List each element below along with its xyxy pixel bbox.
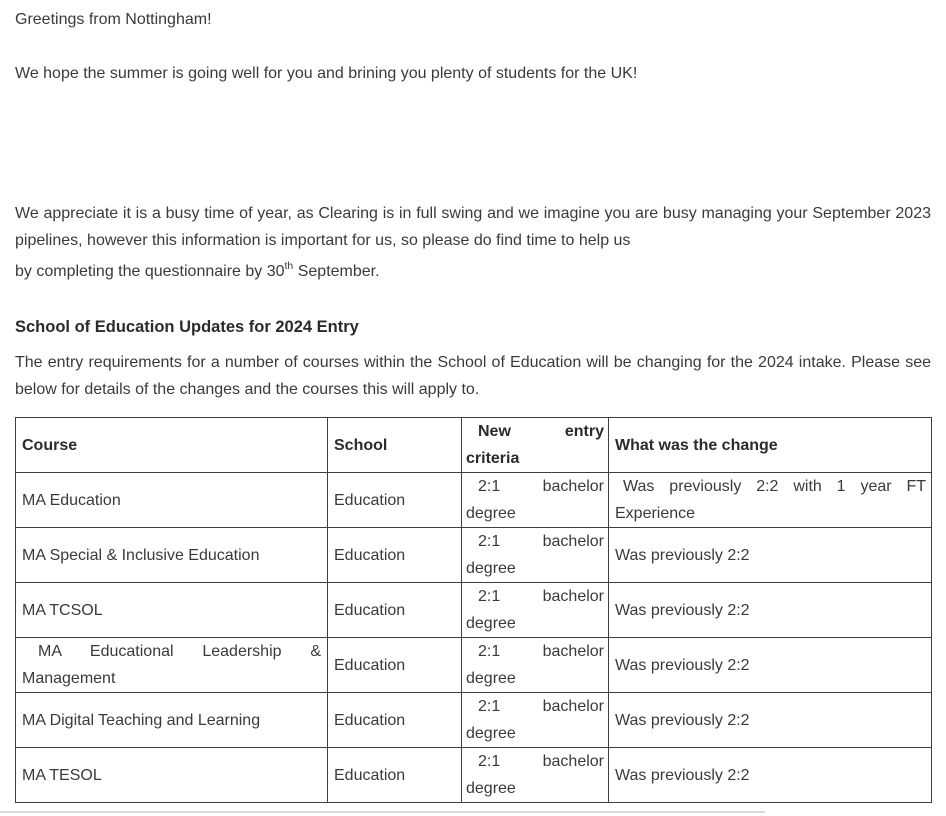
change-cell: Was previously 2:2 <box>609 693 932 748</box>
header-course: Course <box>16 418 328 473</box>
table-row <box>16 473 932 528</box>
header-new-entry-criteria: New entry criteria <box>462 418 609 473</box>
change-cell: Was previously 2:2 <box>609 528 932 583</box>
table-row <box>16 583 932 638</box>
criteria-cell: 2:1 bachelor degree <box>462 528 609 583</box>
school-cell: Education <box>328 528 462 583</box>
course-cell: MA Special & Inclusive Education <box>16 528 328 583</box>
header-what-was-the-change: What was the change <box>609 418 932 473</box>
section-heading: School of Education Updates for 2024 Entry <box>15 318 359 336</box>
criteria-cell: 2:1 bachelor degree <box>462 693 609 748</box>
ordinal-superscript: th <box>284 260 294 272</box>
course-cell: MA Education <box>16 473 328 528</box>
busy-paragraph: We appreciate it is a busy time of year, as Clearing is in full swing and we imagine you are busy managing your September 2023 pipelines, however this information is important for us, so please do find time to help us <box>15 205 931 249</box>
deadline-suffix: September. <box>293 263 380 280</box>
course-cell: MA Digital Teaching and Learning <box>16 693 328 748</box>
course-cell: MA TCSOL <box>16 583 328 638</box>
criteria-cell: 2:1 bachelor degree <box>462 583 609 638</box>
cropped-next-row-edge <box>0 811 765 813</box>
course-cell: MA TESOL <box>16 748 328 803</box>
table-row <box>16 528 932 583</box>
change-cell: Was previously 2:2 with 1 year FT Experience <box>609 473 932 528</box>
deadline-line <box>15 257 931 287</box>
school-cell: Education <box>328 638 462 693</box>
criteria-cell: 2:1 bachelor degree <box>462 748 609 803</box>
header-school: School <box>328 418 462 473</box>
school-cell: Education <box>328 693 462 748</box>
change-cell: Was previously 2:2 <box>609 583 932 638</box>
criteria-cell: 2:1 bachelor degree <box>462 638 609 693</box>
deadline-prefix: by completing the questionnaire by 30 <box>15 263 285 280</box>
table-row <box>16 748 932 803</box>
section-intro-paragraph: The entry requirements for a number of courses within the School of Education will be changing for the 2024 intake. Please see below for details of the changes and the courses this will apply to. <box>15 354 931 398</box>
school-cell: Education <box>328 473 462 528</box>
school-cell: Education <box>328 748 462 803</box>
table-row <box>16 638 932 693</box>
table-row <box>16 693 932 748</box>
intro-text: We hope the summer is going well for you and brining you plenty of students for the UK! <box>15 65 638 82</box>
school-cell: Education <box>328 583 462 638</box>
entry-requirements-table <box>15 417 932 803</box>
greeting-text: Greetings from Nottingham! <box>15 11 212 28</box>
course-cell: MA Educational Leadership & Management <box>16 638 328 693</box>
criteria-cell: 2:1 bachelor degree <box>462 473 609 528</box>
table-header-row <box>16 418 932 473</box>
change-cell: Was previously 2:2 <box>609 638 932 693</box>
change-cell: Was previously 2:2 <box>609 748 932 803</box>
